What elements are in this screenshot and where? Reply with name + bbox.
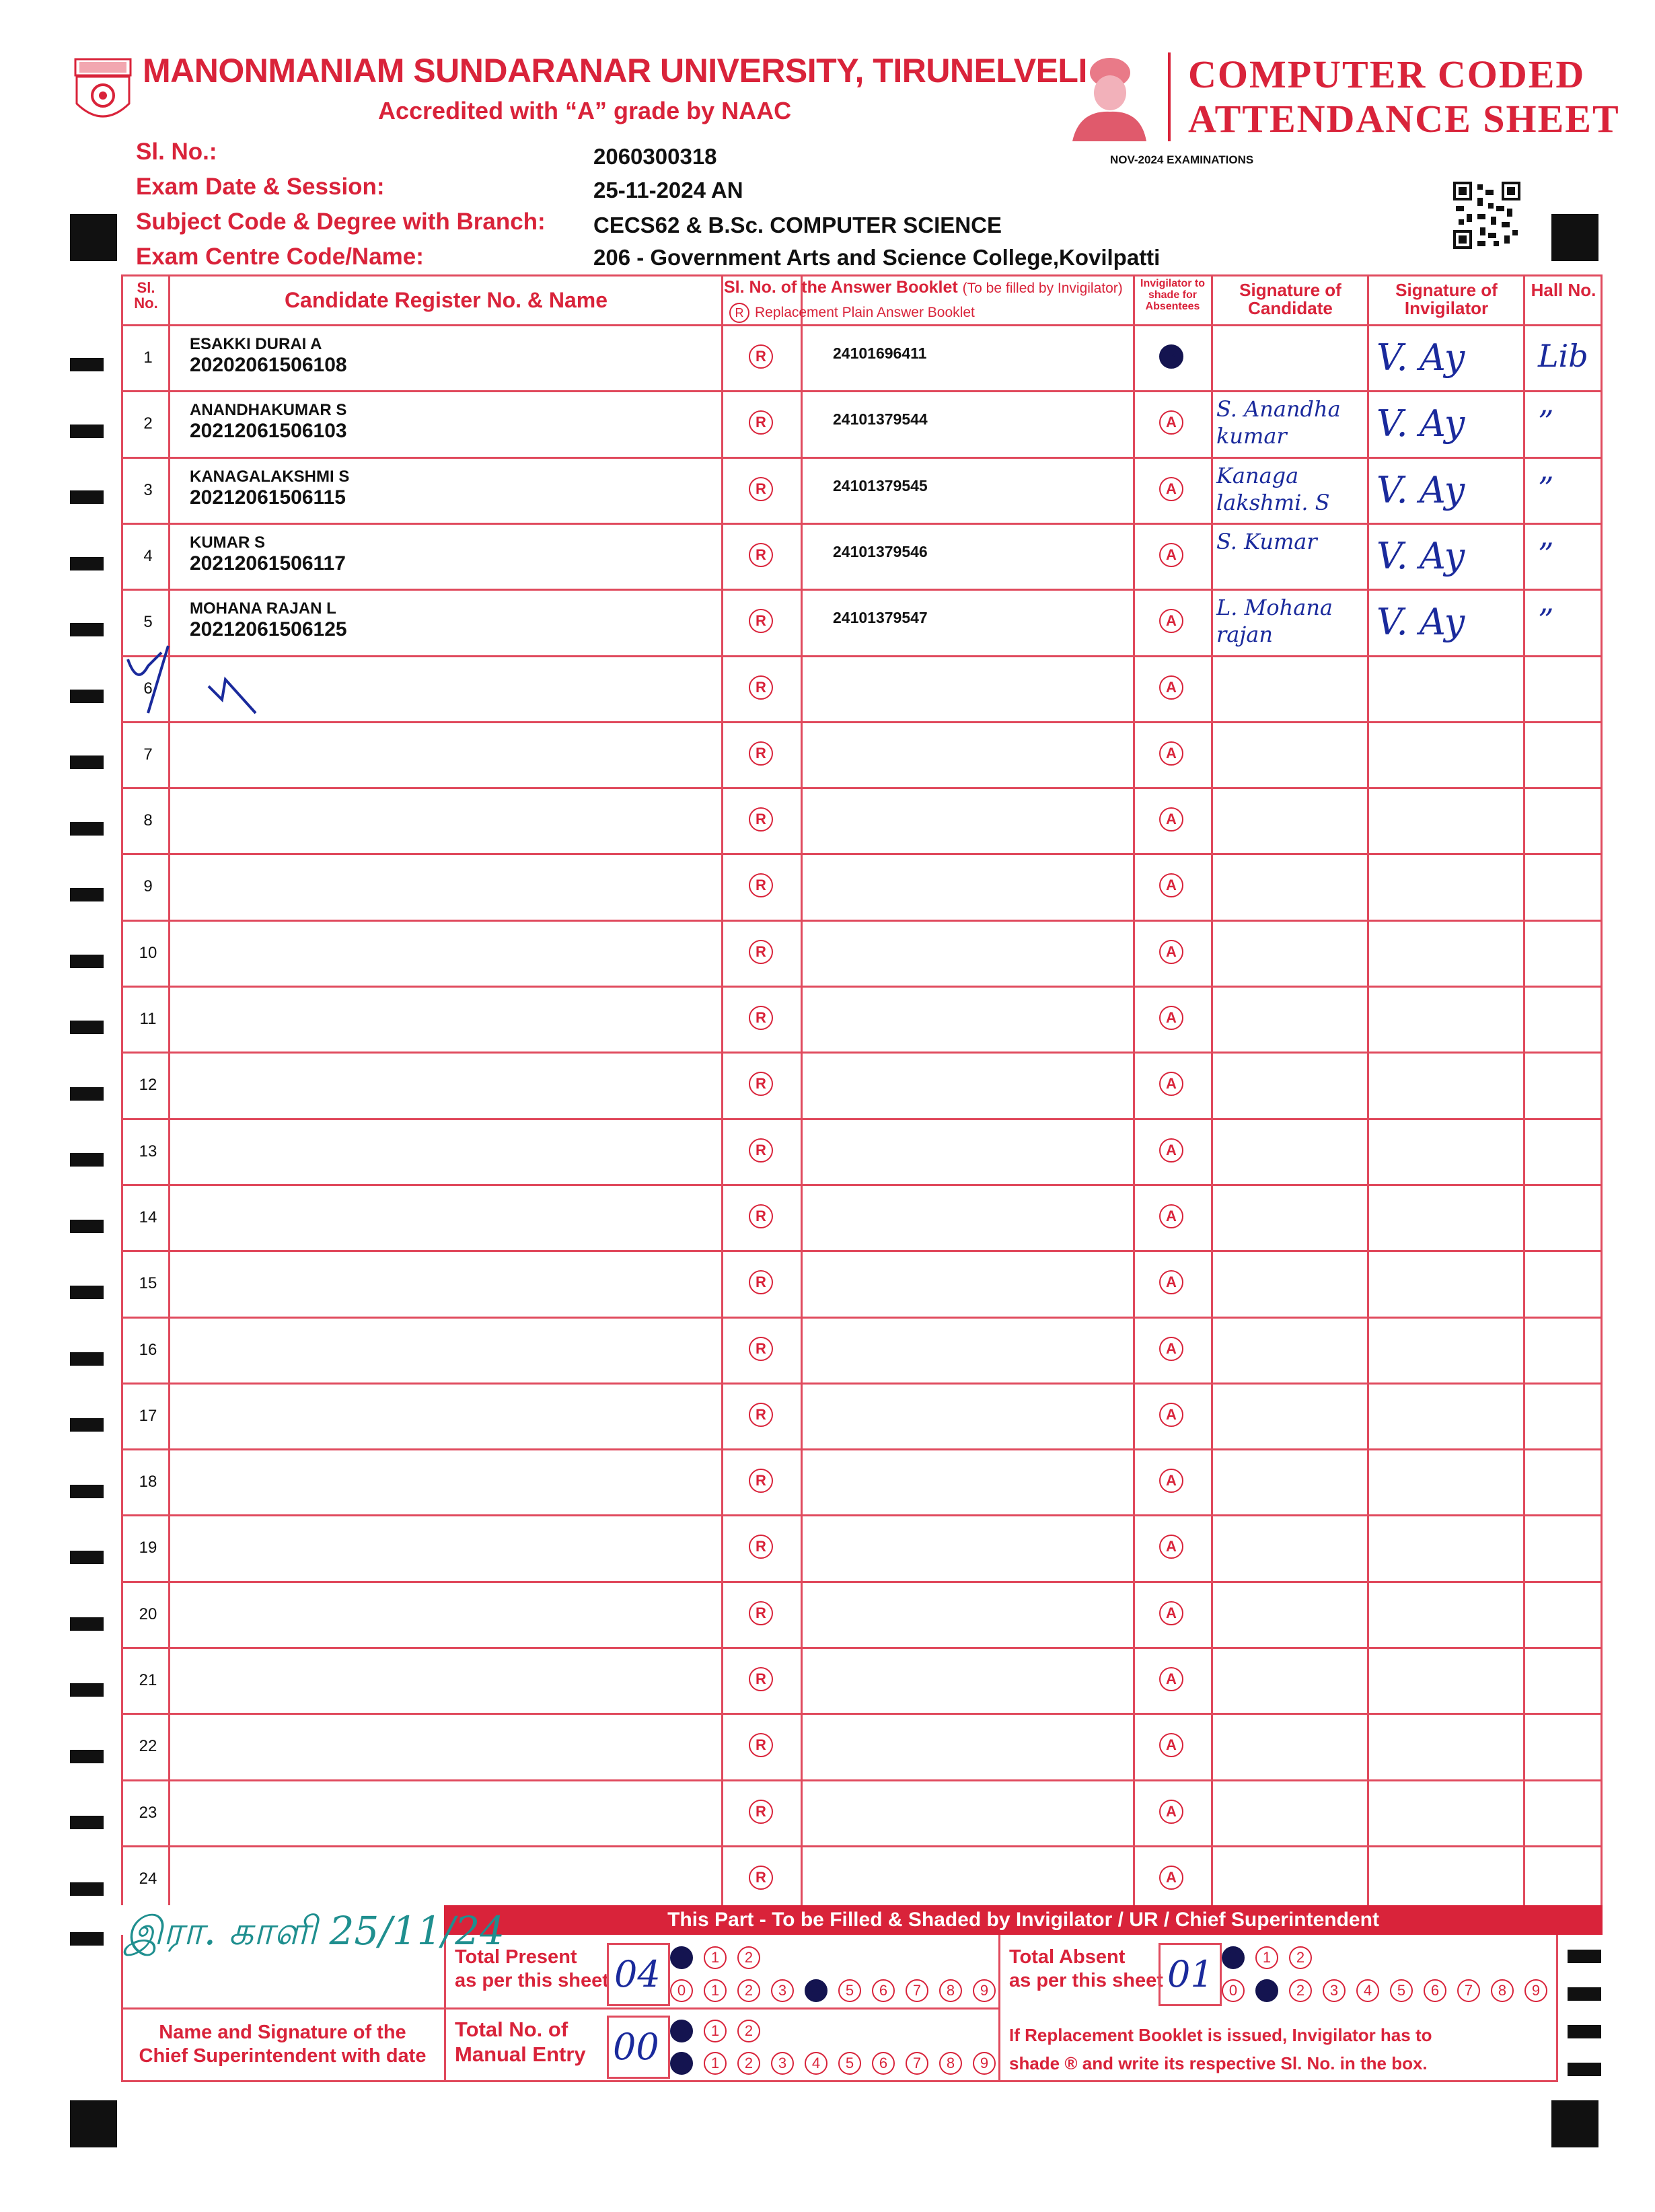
absent-bubble[interactable]: A	[1159, 1469, 1183, 1493]
row-number: 18	[139, 1473, 157, 1491]
timing-mark	[70, 1683, 104, 1697]
attendance-table	[121, 274, 1603, 1905]
total-present-label-line2: as per this sheet	[455, 1969, 609, 1991]
row-number: 22	[139, 1737, 157, 1755]
present-units-bubble[interactable]: 9	[973, 1979, 996, 2002]
row-number: 4	[143, 547, 153, 565]
col-header-booklet-note: (To be filled by Invigilator)	[962, 281, 1123, 296]
footer-band: This Part - To be Filled & Shaded by Invigilator / UR / Chief Superintendent	[444, 1905, 1603, 1935]
replacement-bubble[interactable]: R	[749, 410, 773, 435]
row-divider	[121, 457, 1603, 459]
row-number: 19	[139, 1539, 157, 1557]
total-present-value: 04	[614, 1953, 661, 1995]
present-units-bubble[interactable]: 3	[771, 1979, 794, 2002]
sheet-title-line1: COMPUTER CODED	[1188, 52, 1586, 96]
manual-units-bubble[interactable]: 2	[737, 2052, 760, 2075]
candidate-signature: S. Anandha kumar	[1216, 396, 1341, 449]
manual-entry-box[interactable]	[607, 2016, 670, 2079]
timing-mark	[70, 1087, 104, 1101]
row-divider	[121, 589, 1603, 591]
timing-mark	[70, 1882, 104, 1896]
row-divider	[121, 1118, 1603, 1120]
row-divider	[121, 523, 1603, 525]
present-units-bubble[interactable]: 0	[670, 1979, 693, 2002]
present-units-bubble[interactable]: 4	[805, 1979, 828, 2002]
row-divider	[121, 1647, 1603, 1649]
manual-tens-bubble[interactable]: 0	[670, 2020, 693, 2042]
total-absent-label-line1: Total Absent	[1009, 1946, 1126, 1968]
timing-mark	[70, 490, 104, 504]
hall-number: ”	[1538, 536, 1554, 573]
hall-number: ”	[1538, 404, 1554, 440]
absent-units-bubble[interactable]: 6	[1424, 1979, 1446, 2002]
absent-bubble[interactable]: A	[1159, 1006, 1183, 1030]
sheet-title	[1188, 52, 1620, 141]
row-number: 24	[139, 1870, 157, 1888]
col-header-sig-invigilator: Signature of Invigilator	[1395, 280, 1498, 319]
replacement-bubble[interactable]: R	[749, 1469, 773, 1493]
manual-units-bubble[interactable]: 3	[771, 2052, 794, 2075]
timing-mark	[70, 822, 104, 836]
present-units-bubble[interactable]: 2	[737, 1979, 760, 2002]
candidate-register-no: 20212061506117	[190, 552, 346, 575]
absent-units-bubble[interactable]: 3	[1323, 1979, 1346, 2002]
replacement-note	[1009, 2021, 1432, 2077]
absent-bubble[interactable]: A	[1159, 609, 1183, 633]
replacement-bubble[interactable]: R	[749, 1072, 773, 1096]
invigilator-signature: V. Ay	[1376, 469, 1465, 511]
timing-mark	[1551, 2100, 1598, 2147]
present-units-bubble[interactable]: 7	[906, 1979, 928, 2002]
replacement-bubble[interactable]: R	[749, 1866, 773, 1890]
candidate-register-no: 20212061506125	[190, 618, 347, 640]
row-number: 13	[139, 1142, 157, 1160]
present-tens-bubble[interactable]: 2	[737, 1946, 760, 1969]
timing-mark	[70, 1153, 104, 1167]
total-absent-box[interactable]	[1158, 1943, 1222, 2006]
total-absent-label	[1009, 1946, 1163, 1993]
manual-tens-bubble[interactable]: 1	[704, 2020, 727, 2042]
row-number: 11	[139, 1010, 157, 1028]
absent-units-bubble[interactable]: 7	[1457, 1979, 1480, 2002]
present-units-bubble[interactable]: 6	[872, 1979, 895, 2002]
row-divider	[121, 853, 1603, 855]
subject-label: Subject Code & Degree with Branch:	[136, 209, 546, 235]
absent-bubble[interactable]: A	[1159, 1337, 1183, 1361]
col-header-sig-candidate: Signature of Candidate	[1239, 280, 1341, 319]
absent-bubble[interactable]: A	[1159, 1138, 1183, 1163]
answer-booklet-no: 24101379547	[833, 609, 928, 626]
candidate-name: MOHANA RAJAN L	[190, 599, 336, 618]
replacement-bubble[interactable]: R	[749, 1204, 773, 1228]
row-number: 20	[139, 1605, 157, 1623]
candidate-register-no: 20212061506103	[190, 420, 347, 442]
manual-entry-label	[455, 2017, 586, 2067]
replacement-bubble[interactable]: R	[749, 1403, 773, 1427]
replacement-bubble[interactable]: R	[749, 873, 773, 897]
sheet-title-line2: ATTENDANCE SHEET	[1188, 97, 1620, 141]
replacement-bubble[interactable]: R	[749, 741, 773, 766]
replacement-bubble[interactable]: R	[749, 477, 773, 501]
timing-mark	[70, 557, 104, 570]
candidate-register-no: 20212061506115	[190, 486, 346, 509]
row-divider	[121, 1448, 1603, 1450]
absent-units-bubble[interactable]: 0	[1222, 1979, 1245, 2002]
replacement-note-line1: If Replacement Booklet is issued, Invigilator has to	[1009, 2025, 1432, 2045]
row-divider	[121, 1514, 1603, 1516]
col-header-sl: Sl. No.	[134, 279, 158, 312]
row-divider	[121, 1317, 1603, 1319]
exam-date-label: Exam Date & Session:	[136, 174, 385, 200]
hall-number: Lib	[1538, 338, 1588, 374]
row-number: 14	[139, 1208, 157, 1226]
accreditation-text: Accredited with “A” grade by NAAC	[378, 97, 792, 124]
candidate-register-no: 20202061506108	[190, 354, 347, 376]
absent-units-bubble[interactable]: 5	[1390, 1979, 1413, 2002]
timing-mark	[70, 425, 104, 438]
present-tens-bubble[interactable]: 0	[670, 1946, 693, 1969]
timing-mark	[70, 1021, 104, 1034]
row-divider	[121, 1779, 1603, 1781]
replacement-bubble[interactable]: R	[749, 609, 773, 633]
manual-units-bubble[interactable]: 9	[973, 2052, 996, 2075]
manual-units-bubble[interactable]: 0	[670, 2052, 693, 2075]
col-header-booklet-sub: Replacement Plain Answer Booklet	[755, 305, 975, 320]
row-number: 8	[143, 811, 153, 830]
present-tens-bubble[interactable]: 1	[704, 1946, 727, 1969]
absent-bubble[interactable]: A	[1159, 741, 1183, 766]
row-number: 17	[139, 1407, 157, 1425]
absent-units-bubble[interactable]: 9	[1524, 1979, 1547, 2002]
timing-mark	[70, 1485, 104, 1498]
absent-bubble[interactable]: A	[1159, 1866, 1183, 1890]
chief-label	[121, 2021, 444, 2068]
absent-units-bubble[interactable]: 1	[1255, 1979, 1278, 2002]
row-number: 1	[143, 348, 153, 367]
replacement-bubble[interactable]: R	[749, 1270, 773, 1294]
absent-bubble[interactable]: A	[1159, 940, 1183, 964]
timing-mark	[70, 1418, 104, 1432]
candidate-signature: S. Kumar	[1216, 529, 1317, 554]
invigilator-signature: V. Ay	[1376, 601, 1465, 643]
manual-units-bubble[interactable]: 7	[906, 2052, 928, 2075]
row-divider	[121, 655, 1603, 657]
replacement-bubble[interactable]: R	[749, 807, 773, 832]
row-divider	[121, 1250, 1603, 1252]
timing-mark	[70, 358, 104, 371]
row-number: 21	[139, 1671, 157, 1689]
total-present-label	[455, 1946, 609, 1993]
absent-bubble[interactable]: A	[1159, 675, 1183, 700]
replacement-bubble[interactable]: R	[749, 344, 773, 369]
centre-value: 206 - Government Arts and Science College,Kovilpatti	[593, 245, 1161, 270]
col-header-hall: Hall No.	[1531, 280, 1596, 300]
total-absent-label-line2: as per this sheet	[1009, 1969, 1163, 1991]
manual-entry-label-line1: Total No. of	[455, 2018, 568, 2041]
absent-units-bubble[interactable]: 8	[1491, 1979, 1514, 2002]
timing-mark	[70, 1816, 104, 1829]
manual-tens-bubble[interactable]: 2	[737, 2020, 760, 2042]
total-present-box[interactable]	[607, 1943, 670, 2006]
invigilator-signature: V. Ay	[1376, 535, 1465, 577]
timing-mark	[1568, 1987, 1601, 2001]
replacement-bubble[interactable]: R	[749, 1667, 773, 1691]
timing-mark	[1568, 2025, 1601, 2038]
timing-mark	[70, 2100, 117, 2147]
candidate-name: ESAKKI DURAI A	[190, 335, 322, 353]
replacement-bubble[interactable]: R	[749, 1535, 773, 1559]
portrait-image	[1066, 52, 1153, 141]
timing-mark	[70, 955, 104, 968]
row-number: 6	[143, 679, 153, 698]
timing-mark	[70, 1750, 104, 1763]
answer-booklet-no: 24101379544	[833, 410, 928, 428]
present-units-bubble[interactable]: 1	[704, 1979, 727, 2002]
chief-signature: இரா. காளி 25/11/24	[125, 1908, 505, 1954]
replacement-bubble[interactable]: R	[749, 1733, 773, 1757]
present-units-bubble[interactable]: 5	[838, 1979, 861, 2002]
timing-mark	[70, 1617, 104, 1631]
timing-mark	[70, 214, 117, 261]
chief-label-line2: Chief Superintendent with date	[139, 2044, 427, 2067]
strike-mark	[121, 639, 269, 720]
exam-date-value: 25-11-2024 AN	[593, 178, 743, 202]
university-logo	[73, 57, 133, 131]
candidate-signature: Kanaga lakshmi. S	[1216, 463, 1330, 515]
replacement-bubble[interactable]: R	[749, 1337, 773, 1361]
exam-note: NOV-2024 EXAMINATIONS	[1110, 153, 1254, 166]
manual-entry-label-line2: Manual Entry	[455, 2042, 586, 2067]
absent-bubble[interactable]: A	[1159, 807, 1183, 832]
header-divider	[1168, 52, 1171, 141]
manual-units-bubble[interactable]: 8	[939, 2052, 962, 2075]
row-divider	[121, 1184, 1603, 1186]
row-divider	[121, 920, 1603, 922]
timing-mark	[70, 623, 104, 636]
hall-number: ”	[1538, 470, 1554, 507]
manual-entry-value: 00	[613, 2026, 659, 2068]
absent-bubble[interactable]: A	[1159, 1403, 1183, 1427]
row-number: 9	[143, 877, 153, 895]
present-units-bubble[interactable]: 8	[939, 1979, 962, 2002]
row-number: 5	[143, 613, 153, 631]
absent-bubble[interactable]: A	[1159, 1204, 1183, 1228]
replacement-bubble[interactable]: R	[749, 940, 773, 964]
sl-no-label: Sl. No.:	[136, 139, 217, 165]
candidate-name: ANANDHAKUMAR S	[190, 401, 347, 419]
replacement-r-icon: R	[729, 303, 749, 323]
absent-bubble[interactable]: A	[1159, 410, 1183, 435]
absent-bubble[interactable]: A	[1159, 344, 1183, 369]
row-divider	[121, 1382, 1603, 1385]
manual-units-bubble[interactable]: 5	[838, 2052, 861, 2075]
absent-tens-bubble[interactable]: 1	[1255, 1946, 1278, 1969]
row-divider	[121, 787, 1603, 789]
invigilator-signature: V. Ay	[1376, 336, 1465, 379]
absent-units-bubble[interactable]: 4	[1356, 1979, 1379, 2002]
absent-bubble[interactable]: A	[1159, 1733, 1183, 1757]
row-divider	[121, 1713, 1603, 1715]
row-divider	[121, 390, 1603, 392]
row-divider	[121, 721, 1603, 723]
timing-mark	[70, 1352, 104, 1366]
replacement-bubble[interactable]: R	[749, 543, 773, 567]
row-divider	[121, 1052, 1603, 1054]
row-number: 23	[139, 1804, 157, 1822]
subject-value: CECS62 & B.Sc. COMPUTER SCIENCE	[593, 213, 1002, 237]
replacement-bubble[interactable]: R	[749, 1006, 773, 1030]
candidate-signature: L. Mohana rajan	[1216, 595, 1333, 647]
absent-bubble[interactable]: A	[1159, 1667, 1183, 1691]
replacement-note-line2: shade ® and write its respective Sl. No. in the box.	[1009, 2053, 1428, 2073]
answer-booklet-no: 24101696411	[833, 344, 927, 362]
row-number: 2	[143, 414, 153, 433]
replacement-bubble[interactable]: R	[749, 1601, 773, 1625]
row-divider	[121, 1581, 1603, 1583]
timing-mark	[1568, 2063, 1601, 2076]
total-absent-value: 01	[1167, 1953, 1214, 1995]
absent-bubble[interactable]: A	[1159, 1270, 1183, 1294]
row-number: 7	[143, 745, 153, 764]
timing-mark	[70, 1551, 104, 1564]
absent-bubble[interactable]: A	[1159, 1072, 1183, 1096]
answer-booklet-no: 24101379545	[833, 477, 928, 494]
row-divider	[121, 1845, 1603, 1847]
timing-mark	[70, 690, 104, 703]
absent-tens-bubble[interactable]: 0	[1222, 1946, 1245, 1969]
absent-bubble[interactable]: A	[1159, 1601, 1183, 1625]
timing-mark	[70, 755, 104, 769]
absent-units-bubble[interactable]: 2	[1289, 1979, 1312, 2002]
col-header-invigilator-shade: Invigilator to shade for Absentees	[1140, 278, 1205, 312]
replacement-bubble[interactable]: R	[749, 1138, 773, 1163]
absent-bubble[interactable]: A	[1159, 543, 1183, 567]
row-number: 12	[139, 1076, 157, 1094]
row-number: 10	[139, 944, 157, 962]
row-number: 15	[139, 1274, 157, 1292]
manual-units-bubble[interactable]: 6	[872, 2052, 895, 2075]
hall-number: ”	[1538, 602, 1554, 638]
chief-label-line1: Name and Signature of the	[159, 2022, 406, 2043]
replacement-bubble[interactable]: R	[749, 1800, 773, 1824]
university-title: MANONMANIAM SUNDARANAR UNIVERSITY, TIRUNELVELI	[143, 52, 1087, 89]
qr-code	[1453, 182, 1520, 249]
total-present-label-line1: Total Present	[455, 1946, 577, 1968]
row-number: 3	[143, 481, 153, 499]
row-divider	[121, 986, 1603, 988]
absent-bubble[interactable]: A	[1159, 1535, 1183, 1559]
col-header-booklet	[724, 279, 1132, 296]
timing-mark	[70, 1286, 104, 1299]
candidate-name: KUMAR S	[190, 533, 265, 552]
manual-units-bubble[interactable]: 1	[704, 2052, 727, 2075]
col-header-candidate: Candidate Register No. & Name	[284, 288, 608, 312]
timing-mark	[70, 1220, 104, 1233]
centre-label: Exam Centre Code/Name:	[136, 244, 424, 270]
timing-mark	[1568, 1950, 1601, 1963]
manual-units-bubble[interactable]: 4	[805, 2052, 828, 2075]
candidate-name: KANAGALAKSHMI S	[190, 468, 350, 486]
replacement-bubble[interactable]: R	[749, 675, 773, 700]
absent-bubble[interactable]: A	[1159, 1800, 1183, 1824]
invigilator-signature: V. Ay	[1376, 402, 1465, 445]
col-header-booklet-main: Sl. No. of the Answer Booklet	[724, 278, 958, 297]
row-number: 16	[139, 1341, 157, 1359]
absent-bubble[interactable]: A	[1159, 477, 1183, 501]
sl-no-value: 2060300318	[593, 144, 717, 169]
absent-tens-bubble[interactable]: 2	[1289, 1946, 1312, 1969]
answer-booklet-no: 24101379546	[833, 543, 928, 560]
timing-mark	[1551, 214, 1598, 261]
timing-mark	[70, 888, 104, 901]
absent-bubble[interactable]: A	[1159, 873, 1183, 897]
timing-mark	[70, 1932, 104, 1946]
